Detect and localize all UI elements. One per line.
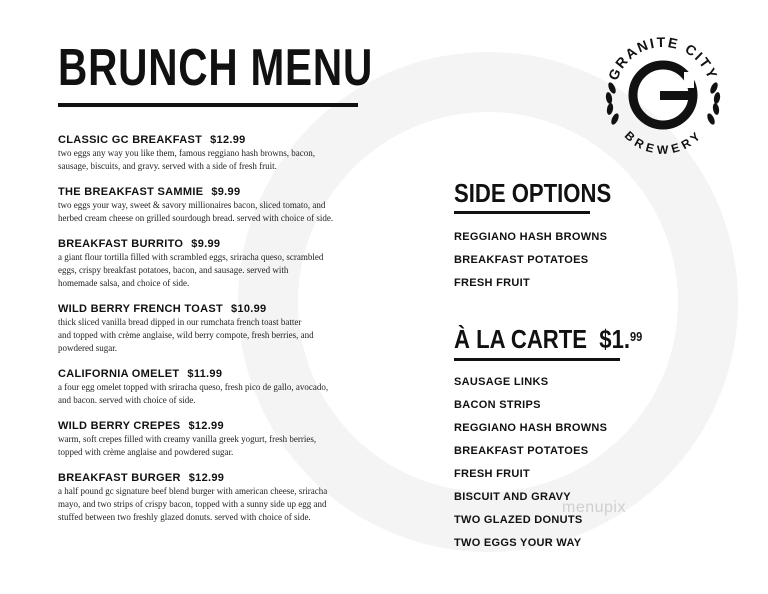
side-options-title: SIDE OPTIONS: [454, 178, 612, 208]
side-option-item: FRESH FRUIT: [454, 277, 531, 289]
a-la-carte-item: SAUSAGE LINKS: [454, 376, 549, 388]
menu-item-heading: [58, 185, 388, 199]
menu-item: [58, 302, 388, 355]
a-la-carte-item: BISCUIT AND GRAVY: [454, 491, 571, 503]
a-la-carte-list: [454, 375, 607, 559]
svg-text:BREWERY: [622, 128, 704, 157]
menu-item-name: WILD BERRY FRENCH TOAST: [58, 303, 223, 315]
menu-item-description-line: warm, soft crepes filled with creamy vanilla greek yogurt, fresh berries,: [58, 434, 317, 444]
menu-item-name: CLASSIC GC BREAKFAST: [58, 134, 203, 146]
menu-item-description-line: homemade salsa, and choice of side.: [58, 278, 190, 288]
a-la-carte-underline: [454, 358, 620, 361]
menu-item: [58, 367, 388, 407]
wheat-icon: [605, 81, 620, 125]
menu-item-price: $9.99: [191, 238, 221, 250]
menu-item-description-line: powdered sugar.: [58, 343, 117, 353]
menu-item-price: $12.99: [188, 472, 225, 484]
price-main: $1.: [599, 324, 631, 354]
menu-item-description-line: a four egg omelet topped with sriracha queso, fresh pico de gallo, avocado,: [58, 382, 329, 392]
side-option-item: REGGIANO HASH BROWNS: [454, 231, 608, 243]
side-options-underline: [454, 211, 590, 214]
a-la-carte-item: BREAKFAST POTATOES: [454, 445, 589, 457]
menu-item-heading: [58, 367, 388, 381]
a-la-carte-item: BACON STRIPS: [454, 399, 541, 411]
menu-item-name: BREAKFAST BURRITO: [58, 238, 184, 250]
menu-item-name: THE BREAKFAST SAMMIE: [58, 186, 204, 198]
menu-item-name: BREAKFAST BURGER: [58, 472, 181, 484]
brunch-items-list: [58, 133, 388, 536]
menu-item-price: $10.99: [230, 303, 267, 315]
menu-item-description-line: topped with crème anglaise and powdered sugar.: [58, 447, 234, 457]
menu-item-name: WILD BERRY CREPES: [58, 420, 181, 432]
menu-item-description-line: sausage, biscuits, and gravy. served with a side of fresh fruit.: [58, 161, 277, 171]
menu-item-description-line: thick sliced vanilla bread dipped in our rumchata french toast batter: [58, 317, 302, 327]
menu-item-description-line: a half pound gc signature beef blend burger with american cheese, sriracha: [58, 486, 328, 496]
menu-item-heading: [58, 133, 388, 147]
a-la-carte-price: [599, 324, 642, 354]
side-options-list: [454, 230, 607, 299]
logo-top-text: GRANITE CITY: [604, 33, 722, 83]
logo-g-bar: [660, 91, 691, 100]
menu-item-price: $12.99: [210, 134, 246, 146]
page-title: BRUNCH MENU: [58, 39, 374, 97]
menu-item: [58, 471, 388, 524]
menu-item-description-line: mayo, and two strips of crispy bacon, topped with a sunny side up egg and: [58, 499, 327, 509]
menu-item: [58, 185, 388, 225]
a-la-carte-item: TWO GLAZED DONUTS: [454, 514, 583, 526]
menu-item-heading: [58, 237, 388, 251]
granite-city-brewery-logo: [598, 30, 728, 160]
price-cents: 99: [630, 329, 643, 344]
a-la-carte-label: À LA CARTE: [454, 324, 588, 354]
a-la-carte-item: FRESH FRUIT: [454, 468, 531, 480]
menu-item-heading: [58, 302, 388, 316]
side-option-item: BREAKFAST POTATOES: [454, 254, 589, 266]
watermark-text: menupix: [562, 499, 626, 516]
menu-item-description-line: and bacon. served with choice of side.: [58, 395, 196, 405]
a-la-carte-item: TWO EGGS YOUR WAY: [454, 537, 582, 549]
menu-item-price: $11.99: [187, 368, 223, 380]
menu-item-price: $12.99: [188, 420, 224, 432]
menu-item: [58, 237, 388, 290]
svg-text:GRANITE CITY: [605, 34, 722, 83]
menu-item-description-line: and topped with crème anglaise, wild berry compote, fresh berries, and: [58, 330, 314, 340]
menu-item-description-line: two eggs any way you like them, famous reggiano hash browns, bacon,: [58, 148, 315, 158]
menu-item-description-line: eggs, crispy breakfast potatoes, bacon, and sausage. served with: [58, 265, 289, 275]
menu-item-description-line: two eggs your way, sweet & savory millionaires bacon, sliced tomato, and: [58, 200, 326, 210]
a-la-carte-item: REGGIANO HASH BROWNS: [454, 422, 608, 434]
menu-item: [58, 133, 388, 173]
a-la-carte-title: [454, 324, 642, 354]
menu-item-heading: [58, 471, 388, 485]
menu-item-description-line: herbed cream cheese on grilled sourdough bread. served with choice of side.: [58, 213, 334, 223]
menu-item-name: CALIFORNIA OMELET: [58, 368, 180, 380]
menu-item-description-line: stuffed between two freshly glazed donuts. served with choice of side.: [58, 512, 311, 522]
menu-item: [58, 419, 388, 459]
title-underline: [58, 103, 358, 107]
logo-bottom-text: BREWERY: [621, 128, 705, 157]
menu-item-heading: [58, 419, 388, 433]
menu-item-description-line: a giant flour tortilla filled with scrambled eggs, sriracha queso, scrambled: [58, 252, 324, 262]
wheat-icon: [706, 81, 721, 125]
menu-item-price: $9.99: [211, 186, 241, 198]
